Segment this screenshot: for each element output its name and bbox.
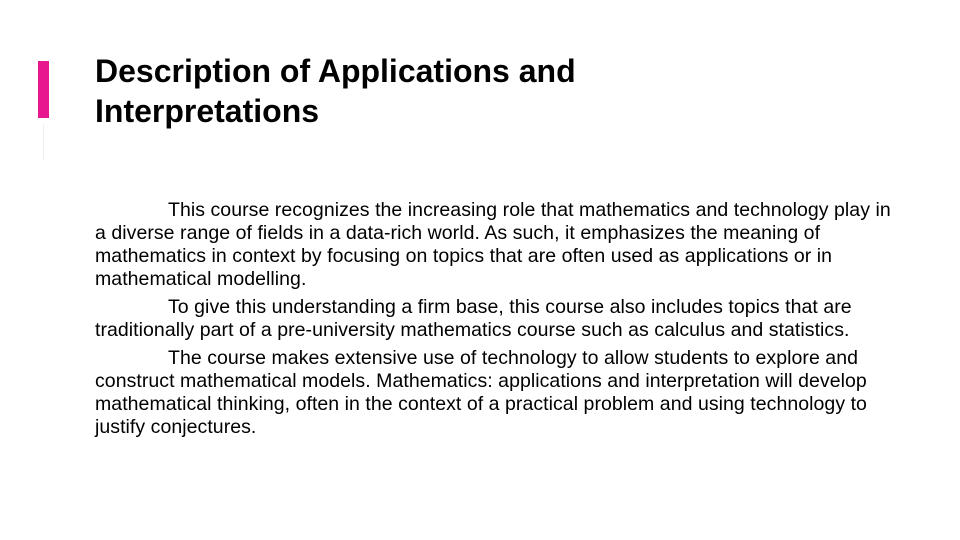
slide-title-line-1: Description of Applications and [95,53,576,89]
divider-line [43,125,44,160]
slide-body [95,199,895,444]
accent-bar [38,61,49,118]
slide-title [95,51,895,131]
paragraph-2: To give this understanding a firm base, this course also includes topics that are traditionally part of a pre-university mathematics course such as calculus and statistics. [95,296,852,341]
paragraph-1: This course recognizes the increasing role that mathematics and technology play in a diverse range of fields in a data-rich world. As such, it emphasizes the meaning of mathematics in context by focusing on topics that are often used as applications or in mathematical modelling. [95,199,891,290]
paragraph-3: The course makes extensive use of technology to allow students to explore and construct mathematical models. Mathematics: applications and interpretation will develop mathematical thinking, often in the context of a practical problem and using technology to justify conjectures. [95,347,867,438]
slide-title-line-2: Interpretations [95,93,320,129]
